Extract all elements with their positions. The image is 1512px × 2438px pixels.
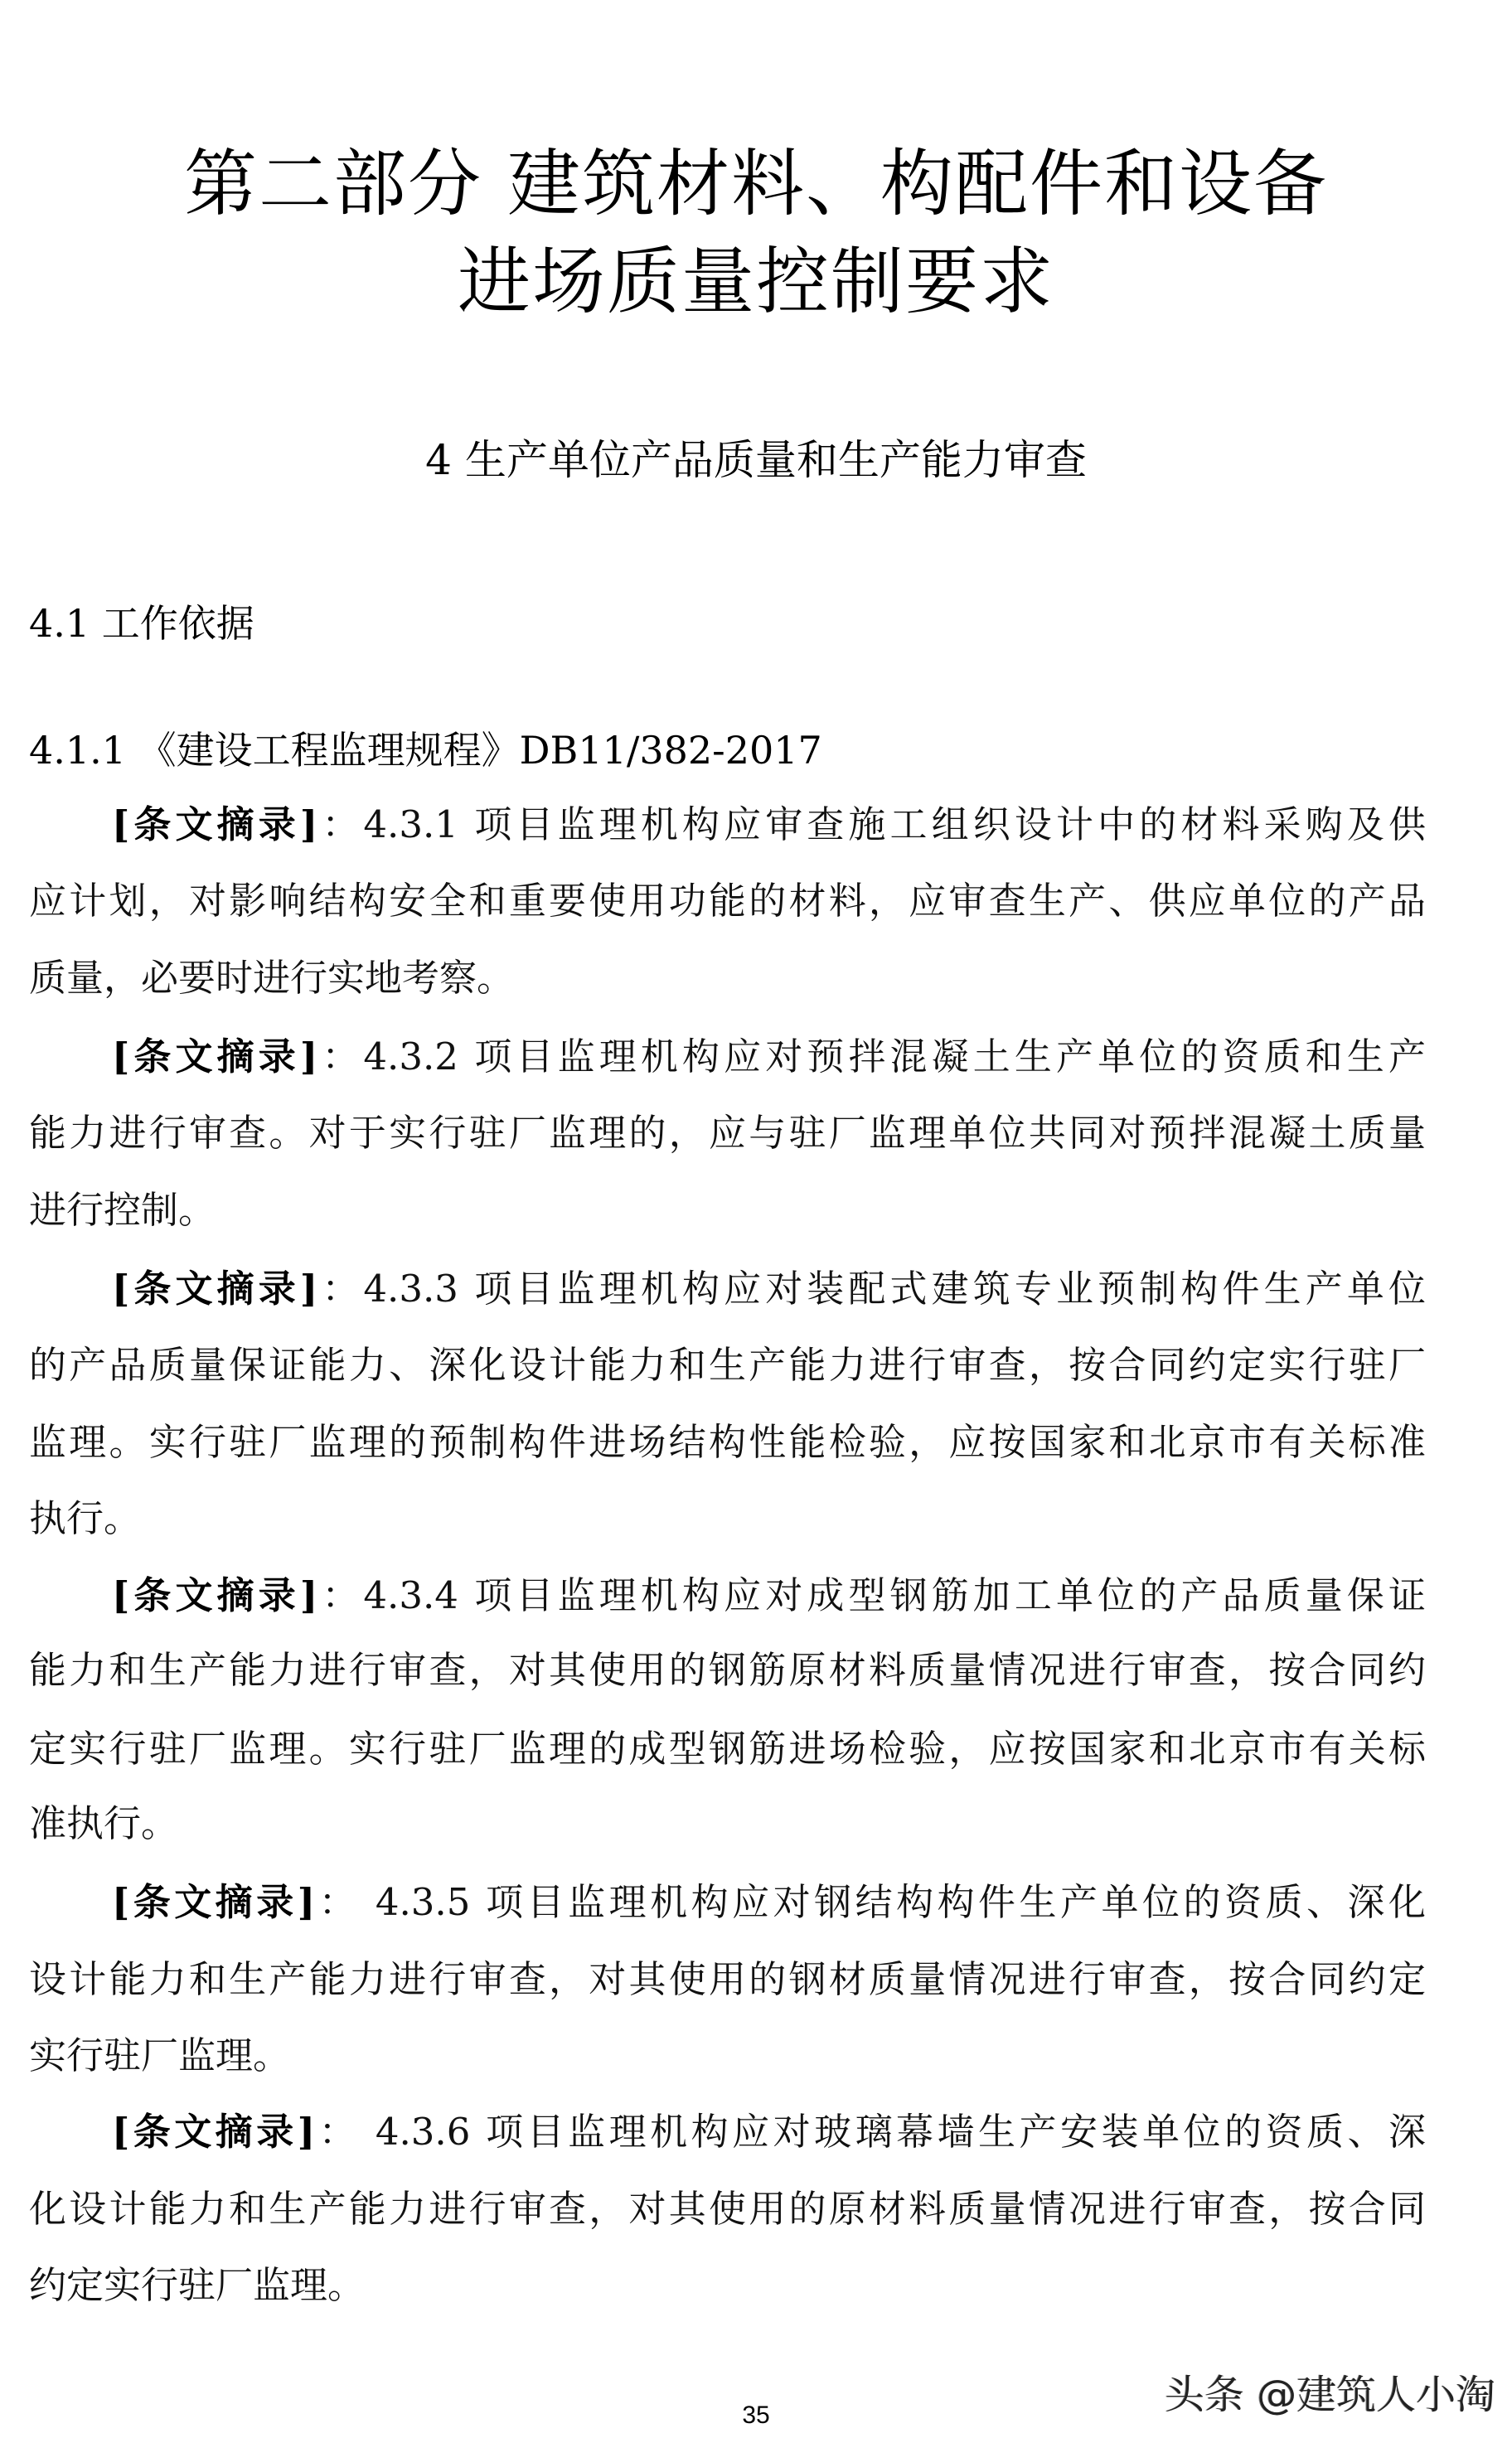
- page-number: 35: [742, 2402, 770, 2429]
- clause-tag: [条文摘录]: [112, 1573, 318, 1617]
- watermark: 头条 @建筑人小淘: [1165, 2372, 1496, 2418]
- part-title-line-2: 进场质量控制要求: [457, 239, 1054, 324]
- clause-text: 监理。实行驻厂监理的预制构件进场结构性能检验，应按国家和北京市有关标准: [29, 1420, 1426, 1464]
- clause-text: 的产品质量保证能力、深化设计能力和生产能力进行审查，按合同约定实行驻厂: [29, 1343, 1426, 1387]
- clause-text: 化设计能力和生产能力进行审查，对其使用的原材料质量情况进行审查，按合同: [29, 2187, 1426, 2231]
- clause-tag: [条文摘录]: [112, 802, 318, 846]
- clause-text: 定实行驻厂监理。实行驻厂监理的成型钢筋进场检验，应按国家和北京市有关标: [29, 1727, 1426, 1771]
- chapter-heading: 4 生产单位产品质量和生产能力审查: [425, 436, 1087, 484]
- clause-text: ： 4.3.5 项目监理机构应对钢结构构件生产单位的资质、深化: [315, 1880, 1426, 1924]
- clause-text: 能力和生产能力进行审查，对其使用的钢筋原材料质量情况进行审查，按合同约: [29, 1648, 1426, 1692]
- clause-tag: [条文摘录]: [112, 1035, 318, 1078]
- clause-text: 准执行。: [29, 1801, 179, 1845]
- clause-tag: [条文摘录]: [112, 1880, 316, 1924]
- clause-text: 进行控制。: [29, 1188, 216, 1232]
- clause-text: ：4.3.2 项目监理机构应对预拌混凝土生产单位的资质和生产: [317, 1035, 1426, 1078]
- clause-tag: [条文摘录]: [112, 1267, 318, 1311]
- clause-text: ： 4.3.6 项目监理机构应对玻璃幕墙生产安装单位的资质、深: [315, 2110, 1426, 2154]
- subsection-heading: 4.1.1 《建设工程监理规程》DB11/382-2017: [29, 728, 822, 773]
- clause-text: ：4.3.1 项目监理机构应审查施工组织设计中的材料采购及供: [317, 802, 1426, 846]
- clause-text: 执行。: [29, 1496, 142, 1540]
- part-title-line-1: 第二部分 建筑材料、构配件和设备: [184, 141, 1328, 226]
- clause-text: ：4.3.3 项目监理机构应对装配式建筑专业预制构件生产单位: [317, 1267, 1426, 1311]
- clause-text: 能力进行审查。对于实行驻厂监理的，应与驻厂监理单位共同对预拌混凝土质量: [29, 1111, 1426, 1155]
- clause-text: 实行驻厂监理。: [29, 2033, 291, 2077]
- clause-text: ：4.3.4 项目监理机构应对成型钢筋加工单位的产品质量保证: [317, 1573, 1426, 1617]
- clause-text: 应计划，对影响结构安全和重要使用功能的材料，应审查生产、供应单位的产品: [29, 879, 1426, 923]
- clause-text: 质量，必要时进行实地考察。: [29, 956, 515, 1000]
- clause-tag: [条文摘录]: [112, 2110, 316, 2154]
- clause-text: 约定实行驻厂监理。: [29, 2263, 366, 2307]
- section-heading: 4.1 工作依据: [29, 601, 254, 646]
- clause-text: 设计能力和生产能力进行审查，对其使用的钢材质量情况进行审查，按合同约定: [29, 1957, 1426, 2001]
